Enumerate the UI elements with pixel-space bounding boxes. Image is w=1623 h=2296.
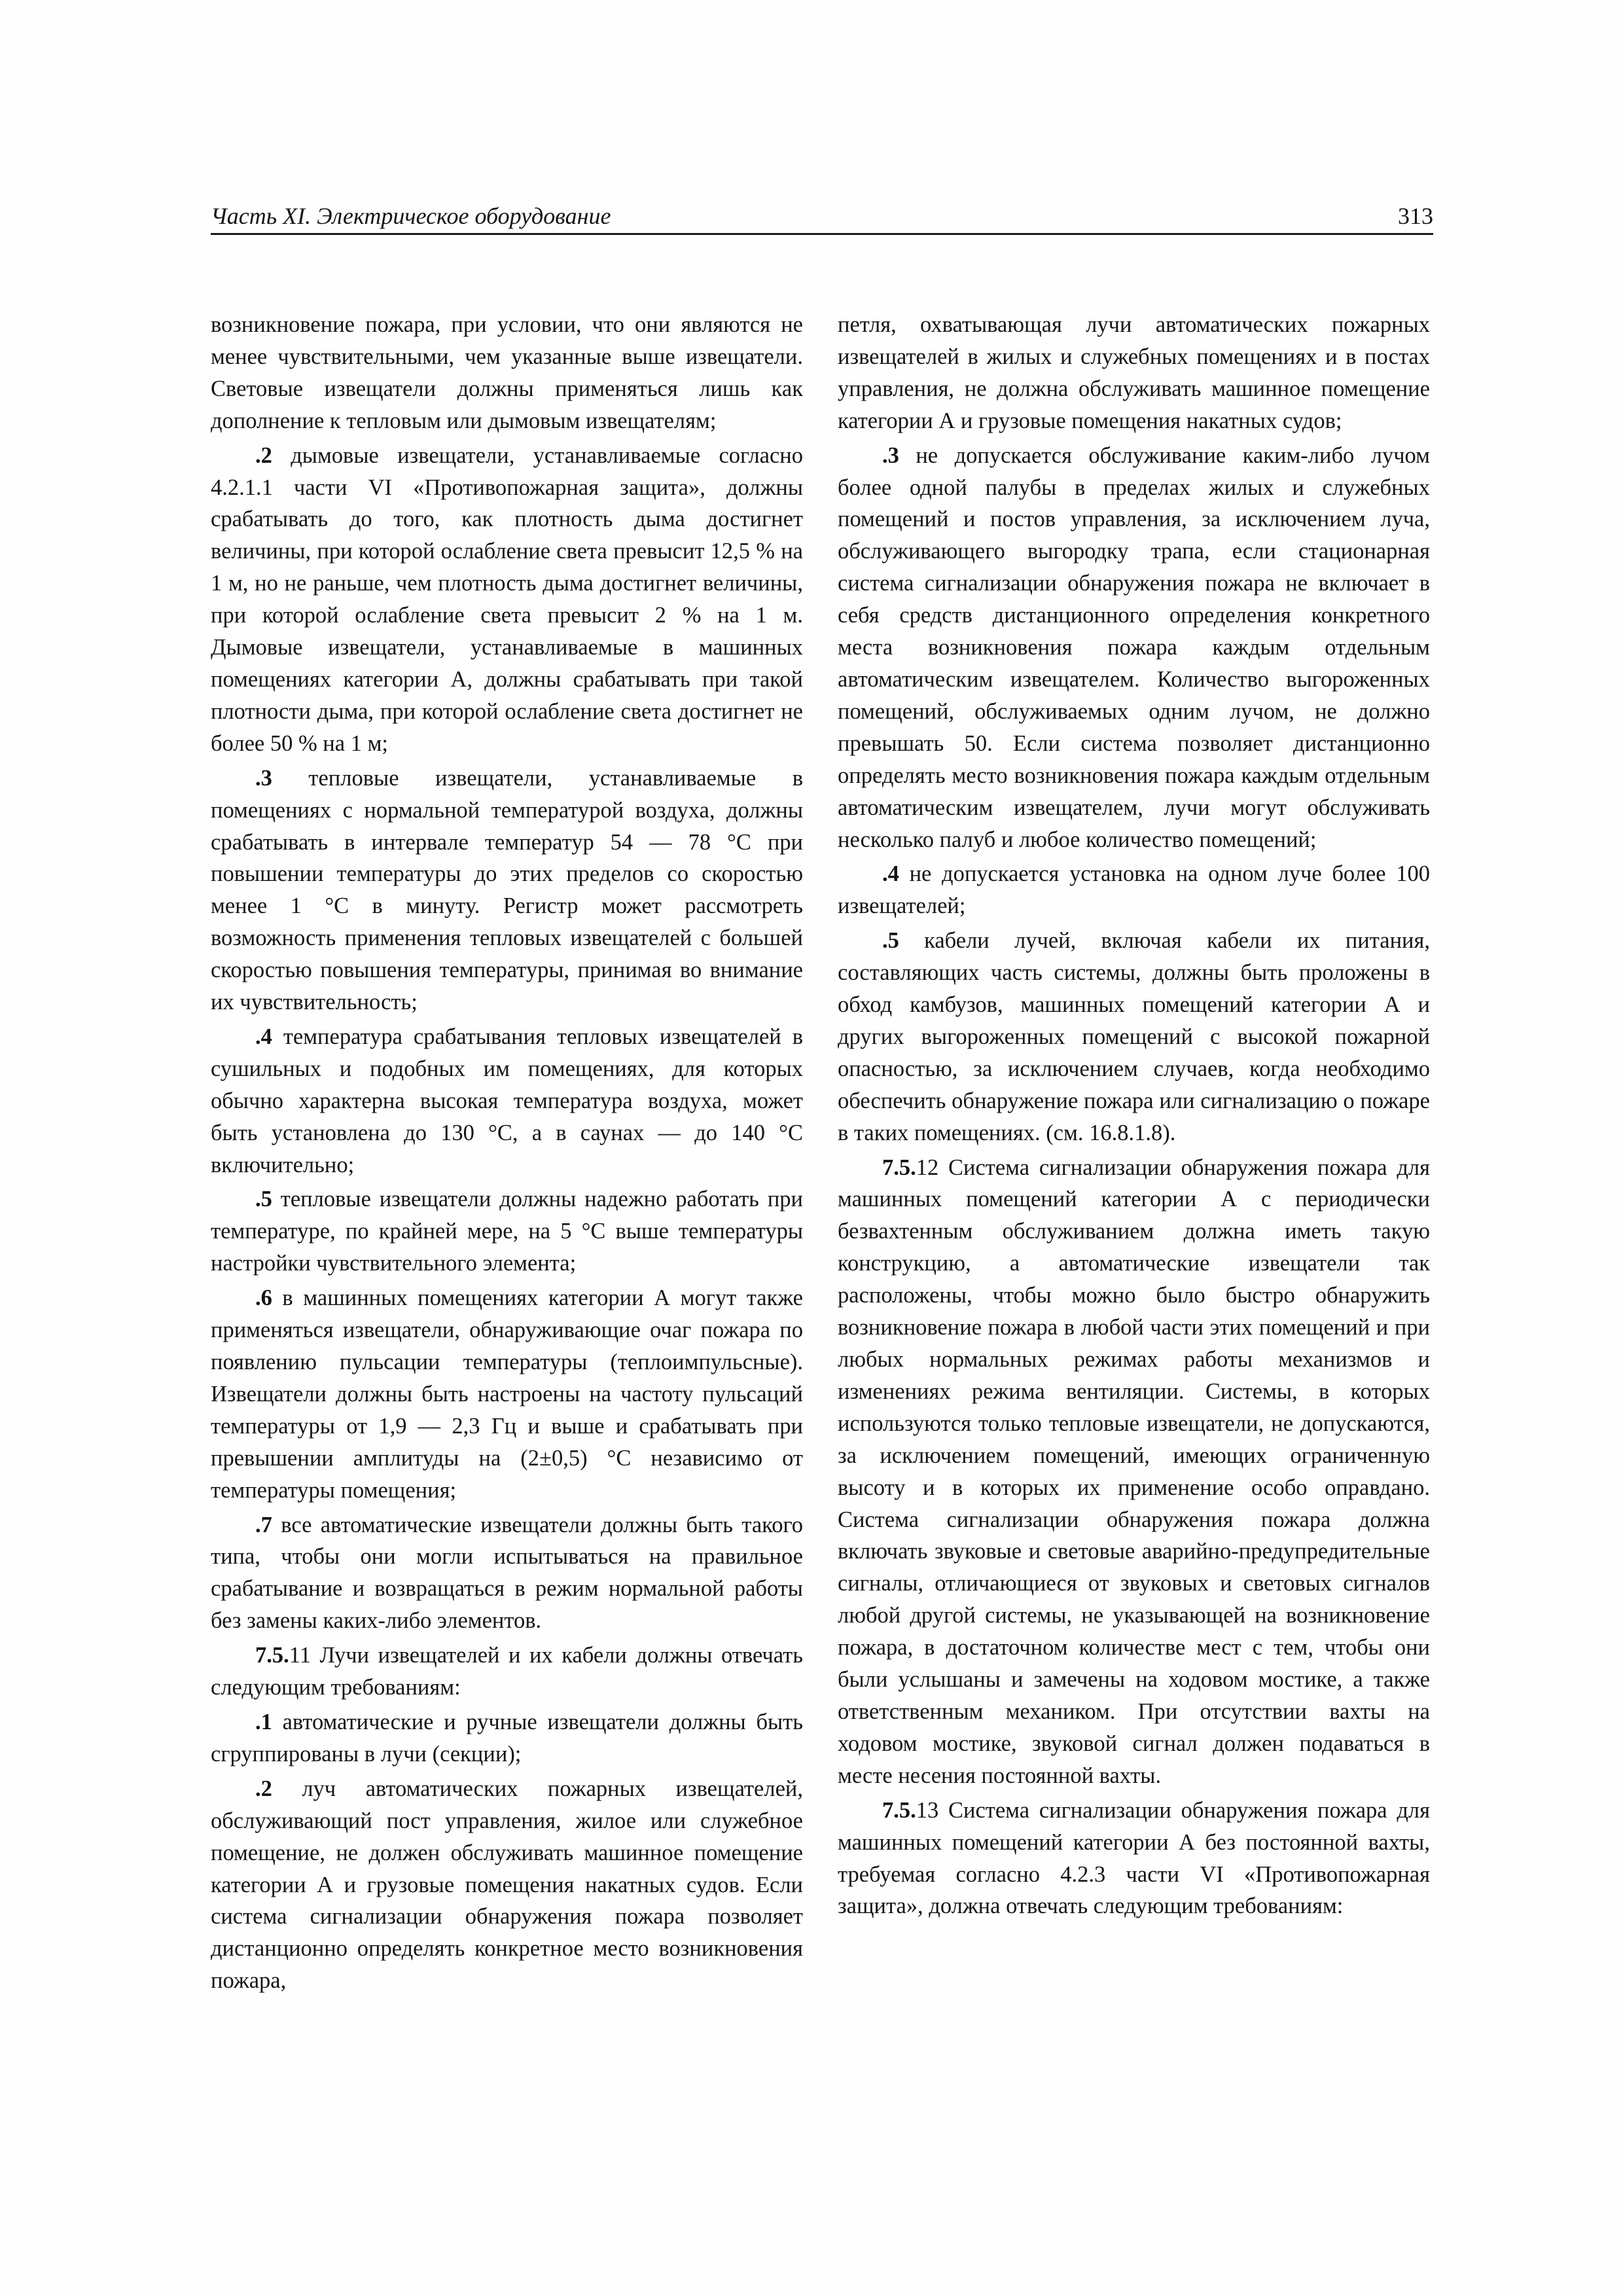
section-paragraph: 7.5.12 Система сигнализации обнаружения пожара для машинных помещений категории А с периодически безвахтенным обслуживанием должна иметь такую конструкцию, а автоматические извещатели так расположены, чтобы можно было быстро обнаружить возникновение пожара в любой части этих помещений и при любых нормальных режимах работы механизмов и изменениях режима вентиляции. Системы, в которых используются только тепловые извещатели, не допускаются, за исключением помещений, имеющих ограниченную высоту и в которых их применение особо оправдано. Система сигнализации обнаружения пожара должна включать звуковые и световые аварийно-предупредительные сигналы, отличающиеся от звуковых и световых сигналов любой другой системы, не указывающей на возникновение пожара, в достаточном количестве мест с тем, чтобы они были услышаны и замечены на ходовом мостике, а также ответственным механиком. При отсутствии вахты на ходовом мостике, звуковой сигнал должен подаваться в месте несения постоянной вахты. <box>838 1155 1430 1788</box>
paragraph: возникновение пожара, при условии, что они являются не менее чувствительными, чем указанные выше извещатели. Световые извещатели должны применяться лишь как дополнение к тепловым или дымовым извещателям; <box>211 312 803 433</box>
section-number: 7.5. <box>882 1155 916 1180</box>
paragraph: .3 тепловые извещатели, устанавливаемые в помещениях с нормальной температурой воздуха, должны срабатывать в интервале температур 54 — 78 °С при повышении температуры до этих пределов со скоростью менее 1 °С в минуту. Регистр может рассмотреть возможность применения тепловых извещателей с большей скоростью повышения температуры, принимая во внимание их чувствительность; <box>211 765 803 1015</box>
paragraph: .4 температура срабатывания тепловых извещателей в сушильных и подобных им помещениях, для которых обычно характерна высокая температура воздуха, может быть установлена до 130 °С, а в саунах — до 140 °С включительно; <box>211 1024 803 1177</box>
item-number: .6 <box>255 1285 272 1311</box>
item-number: .1 <box>255 1709 272 1734</box>
paragraph: петля, охватывающая лучи автоматических пожарных извещателей в жилых и служебных помещениях и в постах управления, не должна обслуживать машинное помещение категории А и грузовые помещения накатных судов; <box>838 312 1430 433</box>
item-number: .2 <box>255 442 272 468</box>
item-number: .5 <box>255 1187 272 1212</box>
item-number: .2 <box>255 1776 272 1801</box>
paragraph: .2 луч автоматических пожарных извещателей, обслуживающий пост управления, жилое или служебное помещение, не должен обслуживать машинное помещение категории А и грузовые помещения накатных судов. Если система сигнализации обнаружения пожара позволяет дистанционно определять конкретное место возникновения пожара, <box>211 1776 803 1994</box>
item-number: .3 <box>882 442 899 468</box>
item-number: .5 <box>882 928 899 954</box>
item-number: .7 <box>255 1512 272 1537</box>
section-number: 7.5. <box>882 1797 916 1823</box>
paragraph: .4 не допускается установка на одном луче более 100 извещателей; <box>838 861 1430 919</box>
header-title: Часть XI. Электрическое оборудование <box>211 203 611 229</box>
paragraph: .7 все автоматические извещатели должны быть такого типа, чтобы они могли испытываться на правильное срабатывание и возвращаться в режим нормальной работы без замены каких-либо элементов. <box>211 1512 803 1634</box>
item-number: .4 <box>255 1024 272 1049</box>
paragraph: .5 кабели лучей, включая кабели их питания, составляющих часть системы, должны быть проложены в обход камбузов, машинных помещений категории А и других выгороженных помещений с высокой пожарной опасностью, за исключением случаев, когда необходимо обеспечить обнаружение пожара или сигнализацию о пожаре в таких помещениях. (см. 16.8.1.8). <box>838 928 1430 1145</box>
section-number: 7.5. <box>255 1643 289 1668</box>
left-column <box>211 309 803 2000</box>
section-paragraph: 7.5.11 Лучи извещателей и их кабели должны отвечать следующим требованиям: <box>211 1643 803 1700</box>
right-column <box>838 309 1430 1925</box>
item-number: .3 <box>255 765 272 791</box>
paragraph: .3 не допускается обслуживание каким-либо лучом более одной палубы в пределах жилых и служебных помещений и постов управления, за исключением луча, обслуживающего выгородку трапа, если стационарная система сигнализации обнаружения пожара не включает в себя средств дистанционного определения конкретного места возникновения пожара каждым отдельным автоматическим извещателем. Количество выгороженных помещений, обслуживаемых одним лучом, не должно превышать 50. Если система позволяет дистанционно определять место возникновения пожара каждым отдельным автоматическим извещателем, лучи могут обслуживать несколько палуб и любое количество помещений; <box>838 442 1430 852</box>
page-number: 313 <box>1398 203 1433 229</box>
paragraph: .2 дымовые извещатели, устанавливаемые согласно 4.2.1.1 части VI «Противопожарная защита», должны срабатывать до того, как плотность дыма достигнет величины, при которой ослабление света превысит 12,5 % на 1 м, но не раньше, чем плотность дыма достигнет величины, при которой ослабление света превысит 2 % на 1 м. Дымовые извещатели, устанавливаемые в машинных помещениях категории А, должны срабатывать при такой плотности дыма, при которой ослабление света достигнет не более 50 % на 1 м; <box>211 442 803 756</box>
paragraph: .1 автоматические и ручные извещатели должны быть сгруппированы в лучи (секции); <box>211 1709 803 1767</box>
section-paragraph: 7.5.13 Система сигнализации обнаружения пожара для машинных помещений категории А без постоянной вахты, требуемая согласно 4.2.3 части VI «Противопожарная защита», должна отвечать следующим требованиям: <box>838 1797 1430 1919</box>
running-header <box>211 202 1433 235</box>
paragraph: .6 в машинных помещениях категории А могут также применяться извещатели, обнаруживающие очаг пожара по появлению пульсации температуры (теплоимпульсные). Извещатели должны быть настроены на частоту пульсаций температуры от 1,9 — 2,3 Гц и выше и срабатывать при превышении амплитуды на (2±0,5) °С независимо от температуры помещения; <box>211 1285 803 1503</box>
paragraph: .5 тепловые извещатели должны надежно работать при температуре, по крайней мере, на 5 °С выше температуры настройки чувствительного элемента; <box>211 1187 803 1276</box>
item-number: .4 <box>882 861 899 887</box>
